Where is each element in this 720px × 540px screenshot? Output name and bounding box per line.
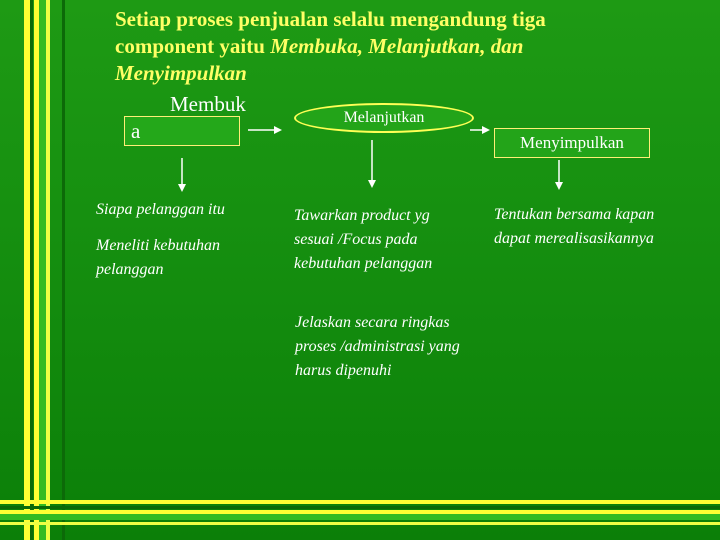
title-line-1: Setiap proses penjualan selalu mengandung tiga: [115, 7, 546, 31]
melanjutkan-oval: Melanjutkan: [294, 103, 474, 133]
arrowhead-down-menyimpulkan: [555, 182, 563, 190]
membuka-label-top: Membuk: [170, 92, 246, 116]
arrowhead-down-melanjutkan: [368, 180, 376, 188]
membuka-detail-1: Siapa pelanggan itu: [96, 201, 225, 218]
melanjutkan-detail-2: Jelaskan secara ringkas proses /administrasi yang harus dipenuhi: [295, 314, 460, 379]
arrowhead-membuka-to-melanjutkan: [274, 126, 282, 134]
menyimpulkan-detail-1: Tentukan bersama kapan dapat merealisasikannya: [494, 206, 655, 247]
membuka-box: a: [124, 116, 240, 146]
arrowhead-melanjutkan-to-menyimpulkan: [482, 126, 490, 134]
arrowhead-down-membuka: [178, 184, 186, 192]
title-line-2-italic: Membuka, Melanjutkan, dan: [270, 34, 524, 58]
membuka-detail-2: Meneliti kebutuhan pelanggan: [96, 237, 220, 278]
title-line-2-plain: component yaitu: [115, 34, 271, 58]
menyimpulkan-box: Menyimpulkan: [494, 128, 650, 158]
melanjutkan-detail-1: Tawarkan product yg sesuai /Focus pada kebutuhan pelanggan: [294, 207, 433, 272]
title-line-3: Menyimpulkan: [115, 61, 247, 85]
